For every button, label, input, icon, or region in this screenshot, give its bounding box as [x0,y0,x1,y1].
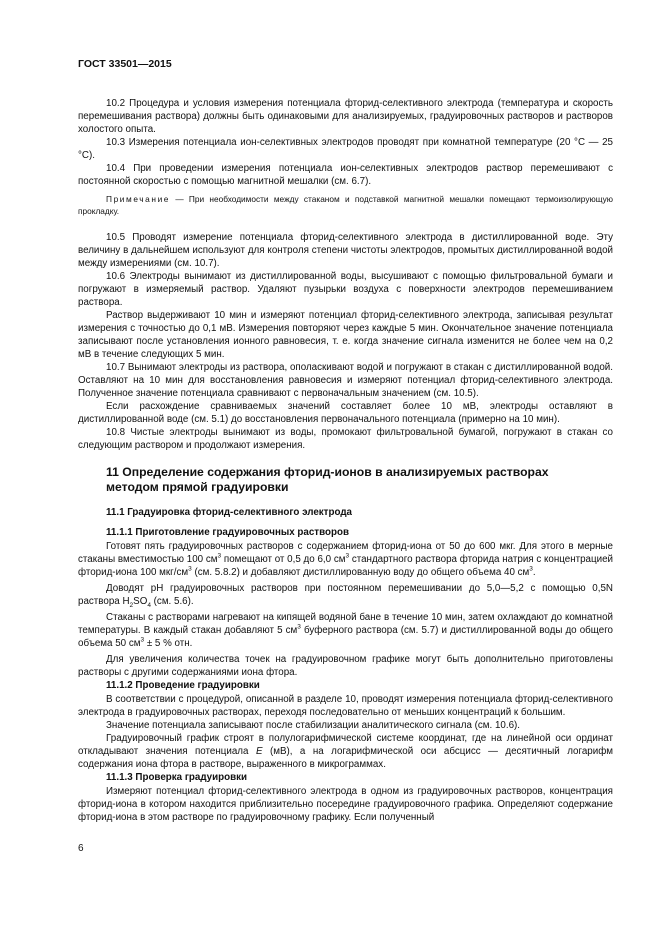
paragraph-10-4: 10.4 При проведении измерения потенциала ион-селективных электродов раствор перемешивают с постоянной скоростью с помощью магнитной мешалки (см. 6.7). [78,163,613,187]
page-number: 6 [78,843,84,854]
document-page [78,58,613,824]
paragraph-hold: Раствор выдерживают 10 мин и измеряют потенциал фторид-селективного электрода, записывая результат измерения с точностью до 0,1 мВ. Измерения повторяют через каждые 5 мин. Окончательное значение потенциала записывают после установления ионного равновесия, т. е. когда значение сигнала изменится не более чем на 0,2 мВ в течение следующих 5 мин. [78,310,613,360]
section-11-1-3-heading: 11.1.3 Проверка градуировки [106,772,248,783]
paragraph-preparation: Готовят пять градуировочных растворов с содержанием фторид-иона от 50 до 600 мкг. Для этого в мерные стаканы вместимостью 100 $см^3$ помещают от 0,5 до 6,0 $см^3$ стандартного раствора фторида натрия с концентрацией фторид-иона 100 мкг/$см^3$ (см. 5.8.2) и добавляют дистиллированную воду до общего объема 40 $см^3$. [78,541,613,578]
paragraph-10-2: 10.2 Процедура и условия измерения потенциала фторид-селективного электрода (температура и скорость перемешивания раствора) должны быть одинаковыми для анализируемых, градуировочных растворов и растворов холостого опыта. [78,98,613,135]
paragraph-10-8: 10.8 Чистые электроды вынимают из воды, промокают фильтровальной бумагой, погружают в стакан со следующим раствором и продолжают измерения. [78,427,613,451]
paragraph-additional-points: Для увеличения количества точек на градуировочном графике могут быть дополнительно приготовлены растворы с другими содержаниями иона фтора. [78,654,613,678]
note-text: — При необходимости между стаканом и подставкой магнитной мешалки помещают термоизолирующую прокладку. [78,194,613,216]
paragraph-calibration: В соответствии с процедурой, описанной в разделе 10, проводят измерения потенциала фторид-селективного электрода в градуировочных растворах, переходя последовательно от меньших концентраций к большим. [78,694,613,718]
section-11-1-2-heading: 11.1.2 Проведение градуировки [106,680,260,691]
paragraph-record: Значение потенциала записывают после стабилизации аналитического сигнала (см. 10.6). [106,720,521,731]
paragraph-10-3: 10.3 Измерения потенциала ион-селективных электродов проводят при комнатной температуре (20 °С — 25 °С). [78,137,613,161]
paragraph-graph: Градуировочный график строят в полулогарифмической системе координат, где на линейной оси ординат откладывают значения потенциала E (мВ), а на логарифмической оси абсцисс — десятичный логарифм содержания иона фтора в растворе, выраженного в микрограммах. [78,733,613,770]
paragraph-ph: Доводят pH градуировочных растворов при постоянном перемешивании до 5,0—5,2 с помощью 0,5N раствора $H_2SO_4$ (см. 5.6). [78,583,613,609]
note [78,194,613,217]
paragraph-10-5: 10.5 Проводят измерение потенциала фторид-селективного электрода в дистиллированной воде. Эту величину в дальнейшем используют для контроля степени чистоты электродов, промытых дистиллированной водой между измерениями (см. 10.7). [78,232,613,269]
paragraph-difference: Если расхождение сравниваемых значений составляет более 10 мВ, электроды оставляют в дистиллированной воде (см. 5.1) до восстановления первоначального потенциала (примерно на 10 мин). [78,401,613,425]
section-11-1-heading: 11.1 Градуировка фторид-селективного электрода [106,507,352,518]
standard-header: ГОСТ 33501—2015 [78,58,172,70]
section-11-heading: 11 Определение содержания фторид-ионов в анализируемых растворах методом прямой градуировки [106,465,549,494]
section-11-1-1-heading: 11.1.1 Приготовление градуировочных растворов [106,527,349,538]
note-label: Примечание [106,194,171,204]
paragraph-10-7: 10.7 Вынимают электроды из раствора, ополаскивают водой и погружают в стакан с дистиллированной водой. Оставляют на 10 мин для восстановления равновесия и измеряют потенциал фторид-селективного электрода. Полученное значение потенциала сравнивают с первоначальным значением (см. 10.5). [78,362,613,399]
paragraph-heating: Стаканы с растворами нагревают на кипящей водяной бане в течение 10 мин, затем охлаждают до комнатной температуры. В каждый стакан добавляют 5 $см^3$ буферного раствора (см. 5.7) и дистиллированной воды до общего объема 50 $см^3 \pm 5$ % отн. [78,612,613,649]
paragraph-check: Измеряют потенциал фторид-селективного электрода в одном из градуировочных растворов, концентрация фторид-иона в котором находится приблизительно посередине градуировочного графика. Определяют содержание фторид-иона в этом растворе по градуировочному графику. Если полученный [78,786,613,823]
paragraph-10-6: 10.6 Электроды вынимают из дистиллированной воды, высушивают с помощью фильтровальной бумаги и погружают в измеряемый раствор. Удаляют пузырьки воздуха с поверхности электродов перемешиванием раствора. [78,271,613,308]
